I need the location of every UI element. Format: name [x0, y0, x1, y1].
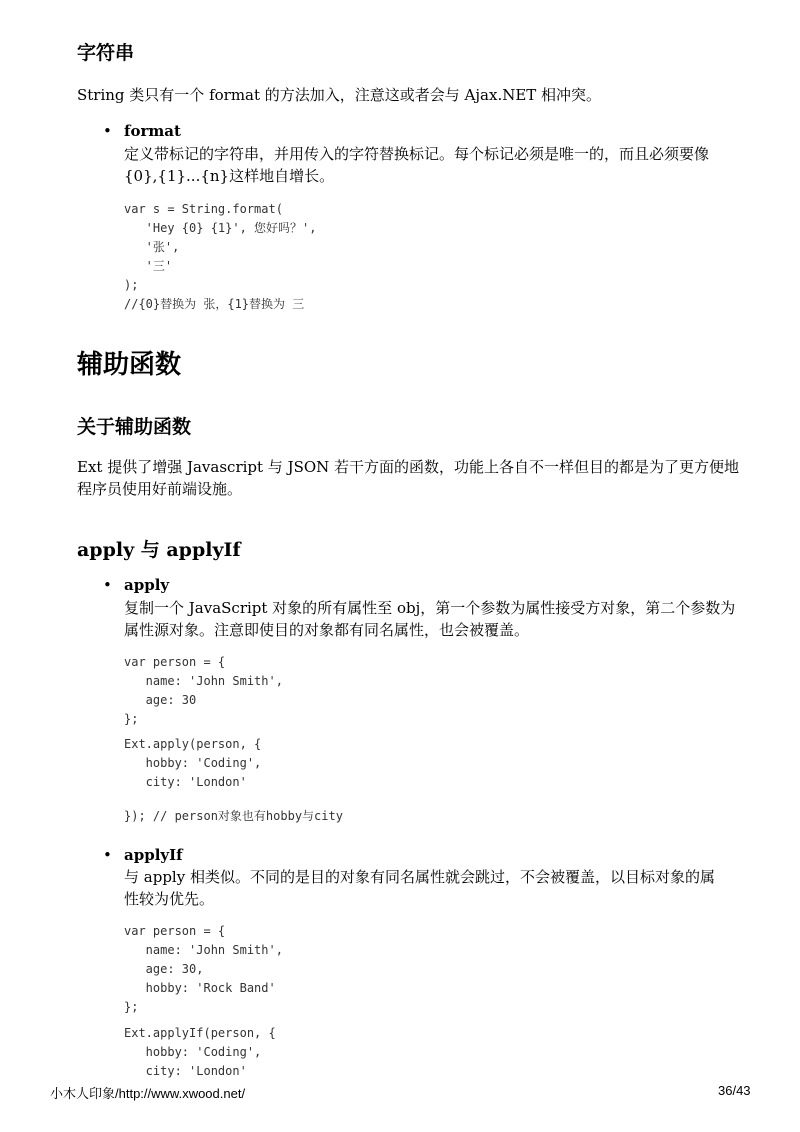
code-line: '张', [124, 240, 180, 254]
term-applyif: applyIf [124, 846, 183, 864]
code-line: Ext.applyIf(person, { [124, 1026, 276, 1040]
apply-desc-line2: 属性源对象。注意即使目的对象都有同名属性，也会被覆盖。 [124, 621, 530, 639]
code-line: name: 'John Smith', [124, 674, 283, 688]
bullet-applyif: • [103, 846, 112, 864]
format-desc-line2: {0},{1}...{n}这样地自增长。 [124, 167, 335, 185]
term-format: format [124, 122, 181, 140]
applyif-desc-line1: 与 apply 相类似。不同的是目的对象有同名属性就会跳过，不会被覆盖，以目标对象的属 [124, 868, 715, 886]
section-heading-helpers: 辅助函数 [77, 350, 182, 380]
code-line: }; [124, 712, 139, 726]
about-line2: 程序员使用好前端设施。 [77, 480, 243, 498]
section-heading-string: 字符串 [77, 42, 135, 64]
code-line: var s = String.format( [124, 202, 283, 216]
format-desc-line1: 定义带标记的字符串，并用传入的字符替换标记。每个标记必须是唯一的，而且必须要像 [124, 145, 710, 163]
apply-desc-line1: 复制一个 JavaScript 对象的所有属性至 obj，第一个参数为属性接受方对象，第二个参数为 [124, 599, 736, 617]
code-block-format [124, 200, 317, 314]
code-line: age: 30 [124, 693, 197, 707]
applyif-desc-line2: 性较为优先。 [124, 890, 215, 908]
code-block-applyif-1 [124, 922, 283, 1017]
bullet-apply: • [103, 576, 112, 594]
page-number: 36/43 [718, 1083, 751, 1098]
subheading-about-helpers: 关于辅助函数 [77, 416, 192, 438]
term-apply: apply [124, 576, 170, 594]
code-line: '三' [124, 259, 173, 273]
code-line-apply-end: }); // person对象也有hobby与city [124, 809, 343, 823]
about-line1: Ext 提供了增强 Javascript 与 JSON 若干方面的函数，功能上各自不一样但目的都是为了更方便地 [77, 458, 740, 476]
bullet-format: • [103, 122, 112, 140]
subheading-apply-applyif: apply 与 applyIf [77, 539, 241, 561]
code-line: name: 'John Smith', [124, 943, 283, 957]
code-line: city: 'London' [124, 1064, 247, 1078]
code-line: hobby: 'Coding', [124, 756, 262, 770]
code-line: age: 30, [124, 962, 204, 976]
code-block-apply-2 [124, 735, 261, 792]
code-line: city: 'London' [124, 775, 247, 789]
footer-site: 小木人印象/http://www.xwood.net/ [50, 1086, 246, 1101]
code-line: }; [124, 1000, 139, 1014]
code-block-applyif-2 [124, 1024, 276, 1081]
code-line: var person = { [124, 924, 226, 938]
code-line: hobby: 'Coding', [124, 1045, 262, 1059]
code-line: 'Hey {0} {1}', 您好吗？', [124, 221, 317, 235]
code-line: hobby: 'Rock Band' [124, 981, 276, 995]
string-intro: String 类只有一个 format 的方法加入，注意这或者会与 Ajax.NET 相冲突。 [77, 86, 602, 104]
code-line: var person = { [124, 655, 226, 669]
code-line: ); [124, 278, 139, 292]
code-line: Ext.apply(person, { [124, 737, 262, 751]
code-block-apply-1 [124, 653, 283, 729]
code-line: //{0}替换为 张，{1}替换为 三 [124, 297, 305, 311]
